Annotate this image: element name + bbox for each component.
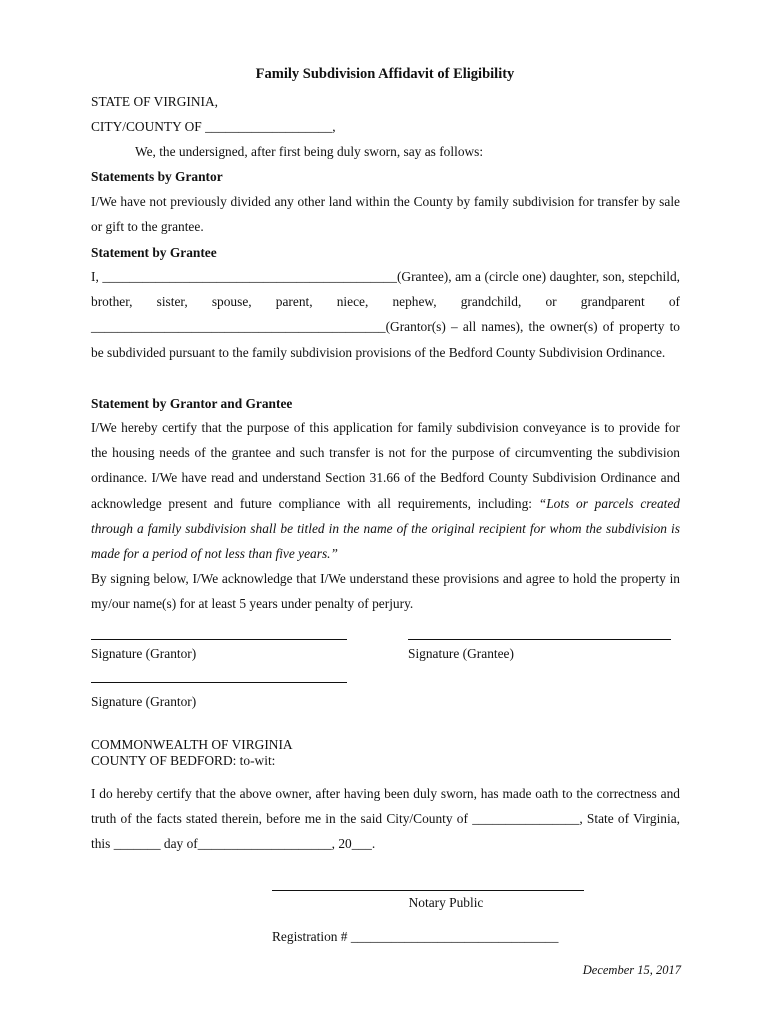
grantee-signature-label: Signature (Grantee) xyxy=(408,646,514,661)
grantor-statement: I/We have not previously divided any other land within the County by family subdivision for transfer by sale or gift to the grantee. xyxy=(91,194,680,235)
county-line: CITY/COUNTY OF ___________________, xyxy=(91,119,336,134)
county-bedford-line: COUNTY OF BEDFORD: to-wit: xyxy=(91,753,276,768)
document-date: December 15, 2017 xyxy=(582,963,681,977)
notary-certification: I do hereby certify that the above owner, after having been duly sworn, has made oath to the correctness and truth of the facts stated therein, before me in the said City/County of ________________, State of Virginia, this _______ day of____________________, 20___. xyxy=(91,786,680,852)
document-title: Family Subdivision Affidavit of Eligibility xyxy=(255,66,515,82)
grantor-grantee-heading: Statement by Grantor and Grantee xyxy=(91,396,293,411)
grantor-signature-label-1: Signature (Grantor) xyxy=(91,646,197,661)
grantor-signature-line-2[interactable] xyxy=(91,682,347,683)
sworn-statement: We, the undersigned, after first being duly sworn, say as follows: xyxy=(135,144,484,159)
grantor-heading: Statements by Grantor xyxy=(91,169,223,184)
grantee-statement: I, ____________________________________________(Grantee), am a (circle one) daughter, son, stepchild, brother, sister, spouse, parent, niece, nephew, grandchild, or grandparent of ____________________________________________(Grantor(s) – all names), the owner(s) of property to be subdivided pursuant to the family subdivision provisions of the Bedford County Subdivision Ordinance. xyxy=(91,269,680,360)
signing-acknowledgement: By signing below, I/We acknowledge that I/We understand these provisions and agree to hold the property in my/our name(s) for at least 5 years under penalty of perjury. xyxy=(91,571,680,612)
certification-text: I/We hereby certify that the purpose of this application for family subdivision conveyance is to provide for the housing needs of the grantee and such transfer is not for the purpose of circumventing the subdivision ordinance. I/We have read and understand Section 31.66 of the Bedford County Subdivision Ordinance and acknowledge present and future compliance with all requirements, including: xyxy=(91,420,680,511)
registration-number[interactable]: Registration # _______________________________ xyxy=(272,929,559,944)
grantor-grantee-statement xyxy=(91,415,680,566)
grantor-signature-label-2: Signature (Grantor) xyxy=(91,694,197,709)
grantee-heading: Statement by Grantee xyxy=(91,245,217,260)
state-line: STATE OF VIRGINIA, xyxy=(91,94,219,109)
ordinance-quote: “Lots or parcels created through a family subdivision shall be titled in the name of the original recipient for whom the subdivision is made for a period of not less than five years.” xyxy=(91,495,680,562)
notary-signature-line[interactable] xyxy=(272,890,584,891)
grantee-signature-line[interactable] xyxy=(408,639,671,640)
notary-public-label: Notary Public xyxy=(408,895,484,910)
grantor-signature-line-1[interactable] xyxy=(91,639,347,640)
commonwealth-line: COMMONWEALTH OF VIRGINIA xyxy=(91,737,293,752)
